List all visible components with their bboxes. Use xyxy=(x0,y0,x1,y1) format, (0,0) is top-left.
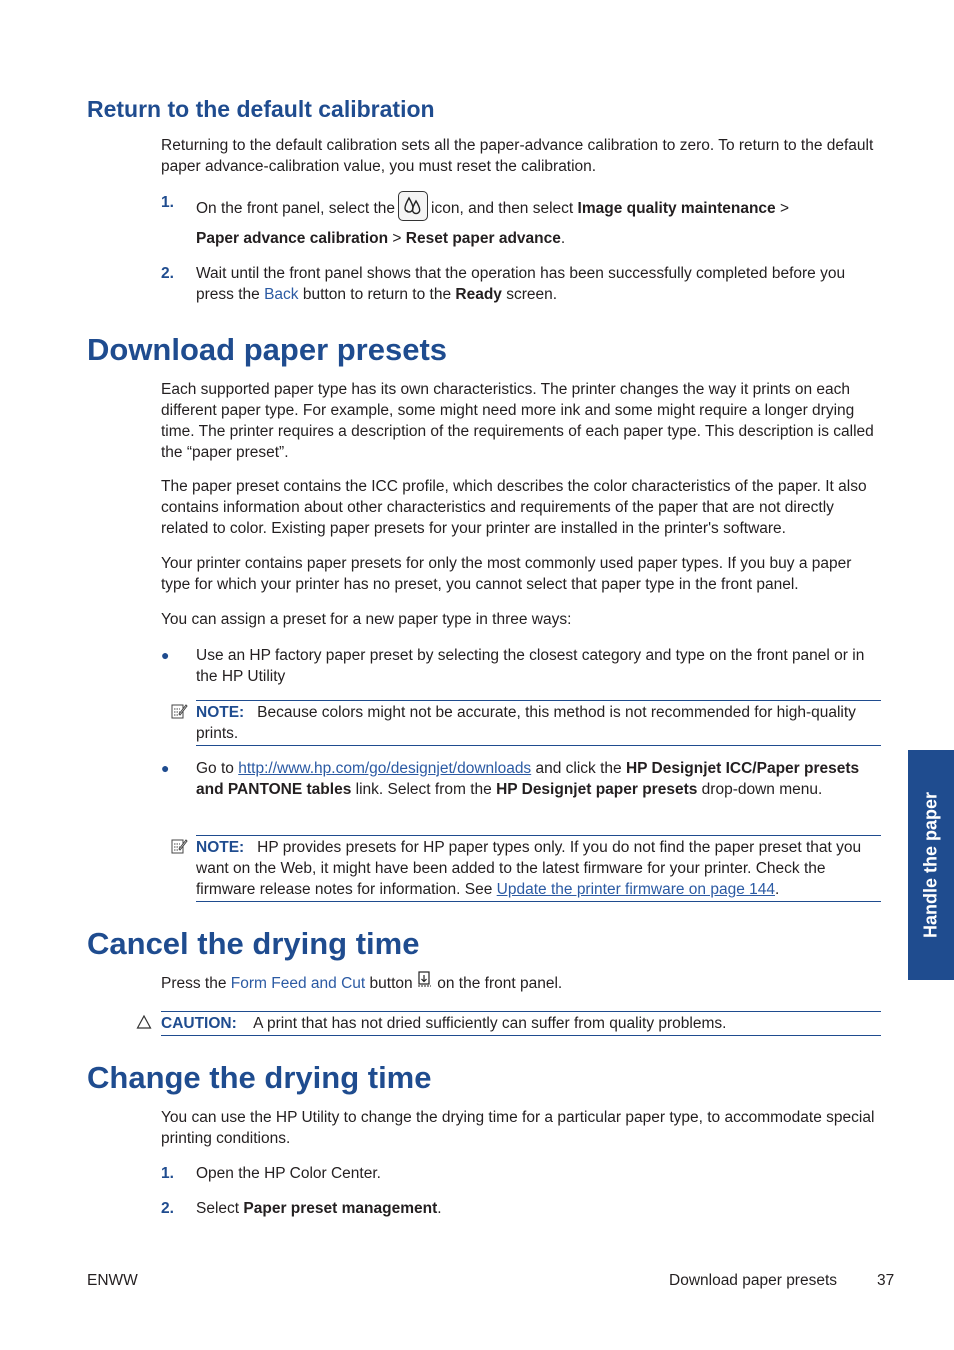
paragraph-part: on the front panel. xyxy=(437,975,563,992)
step-text: button to return to the xyxy=(302,286,452,303)
bullet-text: Use an HP factory paper preset by selecting the closest category and type on the front panel or in the HP Utility xyxy=(196,647,865,685)
paragraph: You can assign a preset for a new paper type in three ways: xyxy=(161,611,572,628)
step-text: On the front panel, select the xyxy=(196,200,396,218)
firmware-update-link[interactable]: Update the printer firmware on page 144 xyxy=(496,881,775,898)
note-box xyxy=(196,835,881,902)
punctuation: . xyxy=(437,1200,442,1217)
page-number: 37 xyxy=(877,1272,895,1289)
step-number: 1. xyxy=(161,1165,174,1182)
caution-label: CAUTION: xyxy=(161,1015,237,1032)
step-text: Open the HP Color Center. xyxy=(196,1165,381,1182)
note-icon xyxy=(170,837,188,861)
step-text: screen. xyxy=(506,286,558,303)
paragraph: The paper preset contains the ICC profile, which describes the color characteristics of the paper. It also contains information about other characteristics and requirements of the paper that are not directly related to color. Existing paper presets for your printer are installed in the printer's software. xyxy=(161,478,867,537)
step-text: Wait until the front panel shows that the operation has been successfully completed before you press the xyxy=(196,265,846,303)
step-number: 2. xyxy=(161,1200,174,1217)
step-text-part: Select xyxy=(196,1200,240,1217)
step-number: 2. xyxy=(161,265,174,282)
step-1-text-cont xyxy=(196,228,881,249)
menu-item-name: Paper advance calibration xyxy=(196,230,389,247)
paragraph: Returning to the default calibration sets all the paper-advance calibration to zero. To return to the default paper advance-calibration value, you must reset the calibration. xyxy=(161,137,874,175)
punctuation: . xyxy=(774,881,780,898)
section-heading-return-default: Return to the default calibration xyxy=(87,96,435,122)
caution-text: A print that has not dried sufficiently can suffer from quality problems. xyxy=(253,1015,727,1032)
chapter-side-tab xyxy=(908,750,954,980)
bullet-icon: ● xyxy=(161,647,170,663)
step-2-text xyxy=(196,263,881,305)
step-text: icon, and then select xyxy=(431,200,574,218)
downloads-link[interactable]: http://www.hp.com/go/designjet/downloads xyxy=(238,760,532,777)
screen-name: Ready xyxy=(455,286,502,303)
separator: > xyxy=(779,200,790,218)
step-text xyxy=(196,1198,881,1219)
ink-drops-icon xyxy=(398,191,428,221)
menu-name: HP Designjet paper presets xyxy=(496,781,698,798)
step-1-text xyxy=(196,197,881,221)
footer-section-title: Download paper presets xyxy=(669,1272,838,1289)
bullet-text-part: Go to xyxy=(196,760,234,777)
menu-item-name: Image quality maintenance xyxy=(577,200,776,218)
link-name: HP Designjet ICC/Paper presets and PANTONE tables xyxy=(196,760,860,798)
paragraph: Each supported paper type has its own characteristics. The printer changes the way it prints on each different paper type. For example, some might need more ink and some might require a longer drying time. The printer requires a description of the requirements of each paper type. This description is called the “paper preset”. xyxy=(161,381,874,461)
form-feed-and-cut-reference: Form Feed and Cut xyxy=(230,975,366,992)
note-icon xyxy=(170,702,188,726)
punctuation: . xyxy=(560,230,566,247)
paragraph xyxy=(161,973,881,994)
note-box xyxy=(196,700,881,746)
paragraph: You can use the HP Utility to change the drying time for a particular paper type, to accommodate special printing conditions. xyxy=(161,1109,875,1147)
caution-box xyxy=(161,1011,881,1036)
paragraph-part: button xyxy=(369,975,413,992)
paragraph: Your printer contains paper presets for only the most commonly used paper types. If you buy a paper type for which your printer has no preset, you cannot select that paper type in the front panel. xyxy=(161,555,852,593)
section-heading-download-presets: Download paper presets xyxy=(87,332,448,367)
bullet-icon: ● xyxy=(161,760,170,776)
note-text: Because colors might not be accurate, this method is not recommended for high-quality prints. xyxy=(196,704,856,742)
form-feed-cut-icon xyxy=(417,970,433,994)
bullet-text xyxy=(196,758,881,800)
paragraph-part: Press the xyxy=(161,975,227,992)
footer-left: ENWW xyxy=(87,1272,138,1289)
note-label: NOTE: xyxy=(196,704,245,721)
bullet-text-part: drop-down menu. xyxy=(701,781,823,798)
note-text: HP provides presets for HP paper types only. If you do not find the paper preset that you want on the Web, it might have been added to the latest firmware for your printer. Check the firmware release notes for information. See xyxy=(196,839,862,898)
bullet-text-part: and click the xyxy=(535,760,622,777)
warning-triangle-icon xyxy=(136,1014,152,1036)
chapter-side-tab-label: Handle the paper xyxy=(920,791,941,939)
separator: > xyxy=(392,230,402,247)
back-button-reference: Back xyxy=(264,286,299,303)
bullet-text-part: link. Select from the xyxy=(355,781,492,798)
section-heading-change-drying: Change the drying time xyxy=(87,1060,432,1095)
step-number: 1. xyxy=(161,194,174,211)
section-heading-cancel-drying: Cancel the drying time xyxy=(87,926,420,961)
menu-item-name: Paper preset management xyxy=(243,1200,438,1217)
note-label: NOTE: xyxy=(196,839,245,856)
menu-item-name: Reset paper advance xyxy=(405,230,561,247)
